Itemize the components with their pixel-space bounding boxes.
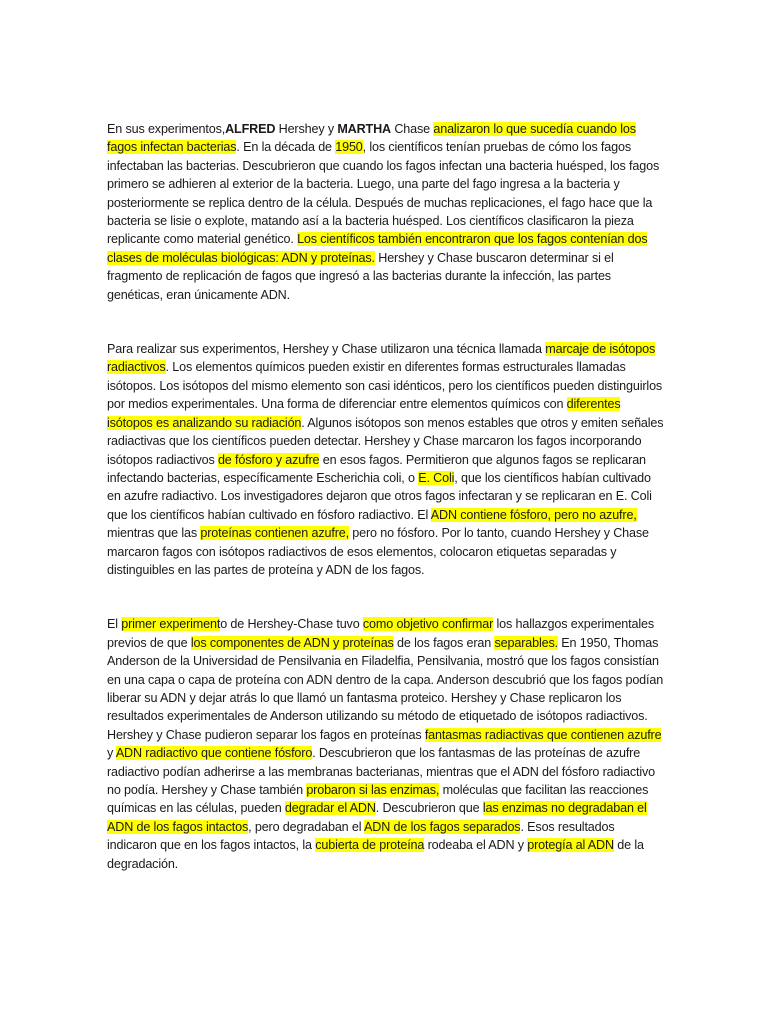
text-run: pero no fósforo. Por lo tanto, cuando Hershey y Chase marcaron fagos con isótopos radiactivos de esos elementos, colocaron etiquetas separadas y distinguibles en las partes de proteína y ADN de los fagos.	[107, 526, 649, 577]
text-run: Para realizar sus experimentos, Hershey y Chase utilizaron una técnica llamada	[107, 342, 546, 357]
text-run: mientras que las	[107, 526, 201, 541]
highlighted-text: ADN radiactivo que contiene fósforo	[115, 746, 313, 761]
text-run: Hershey y Chase buscaron determinar si el fragmento de replicación de fagos que ingresó a las bacterias durante la infección, las partes genéticas, eran únicamente ADN.	[107, 250, 614, 302]
text-run: en esos fagos. Permitieron que algunos fagos se replicaran infectando bacterias, específicamente Escherichia coli, o	[107, 452, 646, 485]
text-run: los hallazgos experimentales previos de que	[107, 617, 655, 650]
highlighted-text: proteínas contienen azufre,	[200, 526, 349, 541]
highlighted-text: analizaron lo que sucedía cuando los fagos infectan bacterias	[107, 122, 636, 155]
highlighted-text: los componentes de ADN y proteínas	[190, 635, 394, 650]
text-run: En sus experimentos,	[107, 122, 226, 136]
text-run: El	[107, 617, 122, 632]
text-run: . Esos resultados indicaron que en los fagos intactos, la	[107, 819, 615, 853]
paragraph-1	[107, 120, 667, 304]
highlighted-text: fantasmas radiactivas que contienen azufre	[424, 727, 662, 742]
paragraph-2	[107, 340, 667, 579]
highlighted-text: marcaje de isótopos radiactivos	[107, 342, 656, 375]
text-run: Hershey y	[275, 122, 338, 136]
highlighted-text: primer experiment	[121, 617, 221, 632]
bold-text: MARTHA	[337, 122, 391, 136]
text-run: . Los elementos químicos pueden existir en diferentes formas estructurales llamadas isótopos. Los isótopos del mismo elemento son casi idénticos, pero los científicos pueden distinguirlos por medios experimentales. Una forma de diferenciar entre elementos químicos con	[107, 360, 663, 412]
text-run: . En la década de	[236, 140, 336, 155]
highlighted-text: separables.	[494, 635, 558, 650]
highlighted-text: 1950	[335, 140, 363, 155]
highlighted-text: Los científicos también encontraron que los fagos contenían dos clases de moléculas biológicas: ADN y proteínas.	[107, 232, 648, 265]
text-run: . Descubrieron que los fantasmas de las proteínas de azufre radiactivo podían adherirse a las membranas bacterianas, mientras que el ADN del fósforo radiactivo no podía. Hershey y Chase también	[107, 746, 655, 797]
highlighted-text: E. Coli	[418, 470, 455, 485]
highlighted-text: degradar el ADN	[284, 801, 376, 816]
text-run: . Descubrieron que	[375, 801, 483, 816]
highlighted-text: cubierta de proteína	[315, 838, 425, 853]
text-run: rodeaba el ADN y	[424, 838, 528, 853]
text-run: Chase	[391, 122, 434, 136]
highlighted-text: diferentes isótopos es analizando su radiación	[107, 397, 621, 430]
text-run: o de Hershey-Chase tuvo	[220, 617, 363, 632]
text-run: , los científicos tenían pruebas de cómo los fagos infectaban las bacterias. Descubrieron que cuando los fagos infectan una bacteria huésped, los fagos primero se adhieren al exterior de la bacteria. Luego, una parte del fago ingresa a la bacteria y posteriormente se replica dentro de la célula. Después de muchas replicaciones, el fago hace que la bacteria se lisie o explote, matando así a la bacteria huésped. Los científicos clasificaron la pieza replicante como material genético.	[107, 140, 660, 247]
highlighted-text: protegía al ADN	[527, 838, 614, 853]
highlighted-text: de fósforo y azufre	[217, 452, 320, 467]
text-run: . Algunos isótopos son menos estables que otros y emiten señales radiactivas que los científicos pueden detectar. Hershey y Chase marcaron los fagos incorporando isótopos radiactivos	[107, 415, 664, 467]
text-run: En 1950, Thomas Anderson de la Universidad de Pensilvania en Filadelfia, Pensilvania, mostró que los fagos consistían en una capa o capa de proteína con ADN dentro de la capa. Anderson descubrió que los fagos podían liberar su ADN y dejar atrás lo que llamó un fantasma proteico. Hershey y Chase replicaron los resultados experimentales de Anderson utilizando su método de etiquetado de isótopos radiactivos. Hershey y Chase pudieron separar los fagos en proteínas	[107, 635, 664, 742]
text-run: , que los científicos habían cultivado en azufre radiactivo. Los investigadores dejaron que otros fagos infectaran y se replicaran en E. Coli que los científicos habían cultivado en fósforo radiactivo. El	[107, 470, 652, 522]
text-run: de la degradación.	[107, 838, 644, 871]
paragraph-3	[107, 615, 667, 873]
text-run: de los fagos eran	[393, 635, 495, 650]
highlighted-text: ADN de los fagos separados	[364, 819, 521, 834]
document-body	[107, 120, 667, 873]
bold-text: ALFRED	[225, 122, 276, 136]
highlighted-text: probaron si las enzimas,	[306, 783, 440, 797]
highlighted-text: como objetivo confirmar	[362, 617, 494, 632]
text-run: , pero degradaban el	[248, 819, 365, 834]
text-run: y	[107, 746, 116, 761]
highlighted-text: las enzimas no degradaban el ADN de los fagos intactos	[107, 801, 647, 834]
text-run: moléculas que facilitan las reacciones químicas en las células, pueden	[107, 783, 649, 816]
highlighted-text: ADN contiene fósforo, pero no azufre,	[430, 507, 637, 522]
